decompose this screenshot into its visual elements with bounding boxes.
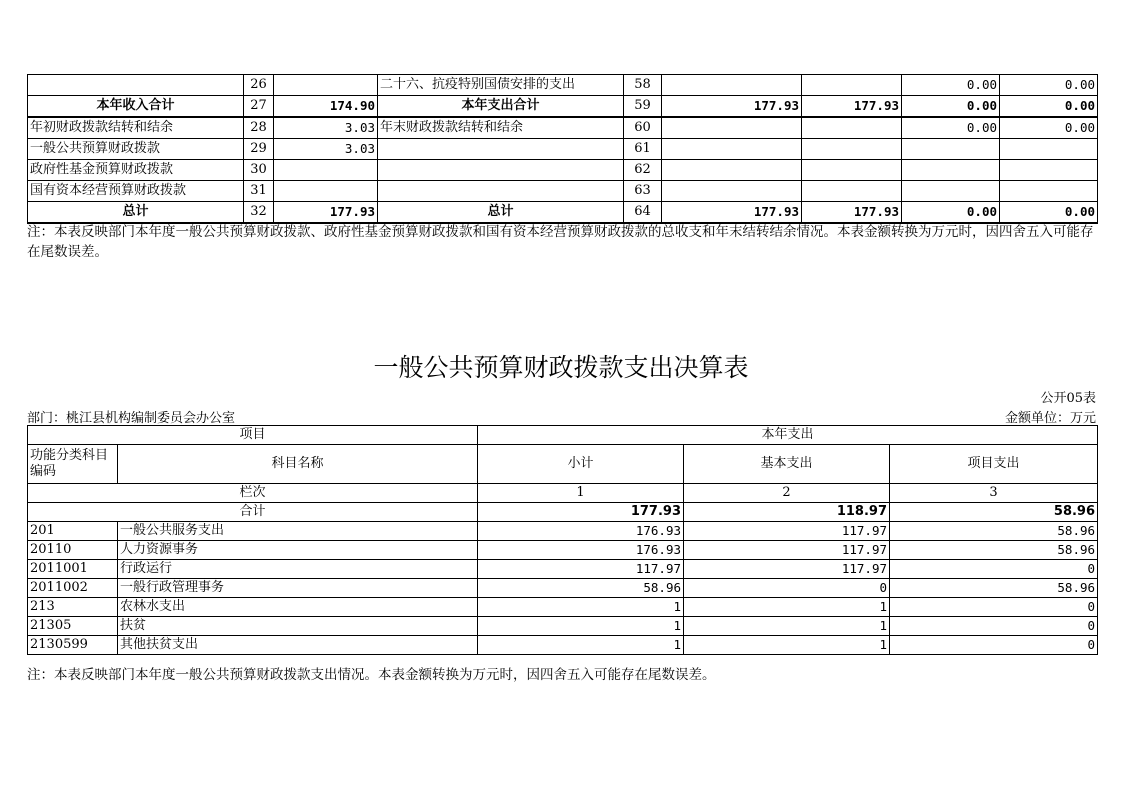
expense-general-budget <box>802 117 902 139</box>
expense-general-budget <box>802 160 902 181</box>
income-amount: 177.93 <box>274 202 378 224</box>
column-2: 2 <box>684 484 890 503</box>
subject-code: 201 <box>28 522 118 541</box>
subtotal-value: 176.93 <box>478 522 684 541</box>
expense-total <box>662 75 802 96</box>
header-subject-name: 科目名称 <box>118 445 478 484</box>
table2-note: 注：本表反映部门本年度一般公共预算财政拨款支出情况。本表金额转换为万元时，因四舍五入可能存在尾数误差。 <box>27 667 716 683</box>
project-value: 58.96 <box>890 522 1098 541</box>
expense-row-number: 59 <box>624 96 662 118</box>
expense-label: 二十六、抗疫特别国债安排的支出 <box>378 75 624 96</box>
expense-fund-budget: 0.00 <box>902 96 1000 118</box>
total-row <box>28 503 1098 522</box>
header-subtotal: 小计 <box>478 445 684 484</box>
income-amount <box>274 160 378 181</box>
income-amount <box>274 75 378 96</box>
expense-capital-budget <box>1000 160 1098 181</box>
row-label: 政府性基金预算财政拨款 <box>28 160 244 181</box>
basic-value: 1 <box>684 598 890 617</box>
summary-row <box>28 181 1098 202</box>
page-title: 一般公共预算财政拨款支出决算表 <box>373 353 749 382</box>
expense-total <box>662 181 802 202</box>
expense-capital-budget <box>1000 181 1098 202</box>
fiscal-summary-table <box>27 74 1098 224</box>
table-row <box>28 560 1098 579</box>
row-label: 一般公共预算财政拨款 <box>28 139 244 160</box>
summary-row <box>28 139 1098 160</box>
subject-name: 一般公共服务支出 <box>118 522 478 541</box>
subject-code: 213 <box>28 598 118 617</box>
row-label: 国有资本经营预算财政拨款 <box>28 181 244 202</box>
header-column-no: 栏次 <box>28 484 478 503</box>
subtotal-value: 1 <box>478 617 684 636</box>
amount-unit-label: 金额单位：万元 <box>1004 411 1096 426</box>
expense-row-number: 64 <box>624 202 662 224</box>
table-row <box>28 636 1098 655</box>
expense-capital-budget <box>1000 139 1098 160</box>
total-basic: 118.97 <box>684 503 890 522</box>
expense-label <box>378 160 624 181</box>
expense-total: 177.93 <box>662 96 802 118</box>
expense-fund-budget: 0.00 <box>902 75 1000 96</box>
expense-general-budget <box>802 75 902 96</box>
expense-total <box>662 139 802 160</box>
subtotal-value: 1 <box>478 598 684 617</box>
expense-label: 本年支出合计 <box>378 96 624 118</box>
expense-total <box>662 117 802 139</box>
expense-capital-budget: 0.00 <box>1000 202 1098 224</box>
header-project-exp: 项目支出 <box>890 445 1098 484</box>
basic-value: 117.97 <box>684 560 890 579</box>
summary-row <box>28 117 1098 139</box>
subject-name: 其他扶贫支出 <box>118 636 478 655</box>
project-value: 0 <box>890 636 1098 655</box>
expense-row-number: 61 <box>624 139 662 160</box>
expense-row-number: 58 <box>624 75 662 96</box>
expense-label: 年末财政拨款结转和结余 <box>378 117 624 139</box>
header-basic: 基本支出 <box>684 445 890 484</box>
project-value: 58.96 <box>890 541 1098 560</box>
summary-row <box>28 160 1098 181</box>
expense-fund-budget <box>902 160 1000 181</box>
expense-fund-budget <box>902 139 1000 160</box>
summary-row <box>28 75 1098 96</box>
subject-code: 21305 <box>28 617 118 636</box>
row-number: 29 <box>244 139 274 160</box>
expense-table <box>27 425 1098 655</box>
row-number: 26 <box>244 75 274 96</box>
table-row <box>28 522 1098 541</box>
table-row <box>28 617 1098 636</box>
project-value: 0 <box>890 617 1098 636</box>
total-project: 58.96 <box>890 503 1098 522</box>
table-row <box>28 598 1098 617</box>
expense-row-number: 62 <box>624 160 662 181</box>
income-amount: 174.90 <box>274 96 378 118</box>
expense-total <box>662 160 802 181</box>
expense-fund-budget <box>902 181 1000 202</box>
column-1: 1 <box>478 484 684 503</box>
expense-capital-budget: 0.00 <box>1000 75 1098 96</box>
row-number: 27 <box>244 96 274 118</box>
subject-name: 农林水支出 <box>118 598 478 617</box>
row-label: 总计 <box>28 202 244 224</box>
table1-note: 注：本表反映部门本年度一般公共预算财政拨款、政府性基金预算财政拨款和国有资本经营预算财政拨款的总收支和年末结转结余情况。本表金额转换为万元时，因四舍五入可能存在尾数误差。 <box>27 224 1094 260</box>
department-label: 部门：桃江县机构编制委员会办公室 <box>27 411 236 426</box>
subtotal-value: 1 <box>478 636 684 655</box>
header-project: 项目 <box>28 426 478 445</box>
summary-row <box>28 202 1098 224</box>
expense-fund-budget: 0.00 <box>902 202 1000 224</box>
project-value: 0 <box>890 560 1098 579</box>
row-label: 年初财政拨款结转和结余 <box>28 117 244 139</box>
expense-general-budget <box>802 181 902 202</box>
expense-label: 总计 <box>378 202 624 224</box>
expense-fund-budget: 0.00 <box>902 117 1000 139</box>
column-number-row <box>28 484 1098 503</box>
subject-code: 2130599 <box>28 636 118 655</box>
income-amount: 3.03 <box>274 139 378 160</box>
subject-name: 扶贫 <box>118 617 478 636</box>
total-label: 合计 <box>28 503 478 522</box>
subject-code: 2011001 <box>28 560 118 579</box>
subject-code: 20110 <box>28 541 118 560</box>
income-amount: 3.03 <box>274 117 378 139</box>
header-func-code: 功能分类科目编码 <box>28 445 118 484</box>
column-3: 3 <box>890 484 1098 503</box>
row-number: 32 <box>244 202 274 224</box>
expense-label <box>378 181 624 202</box>
table-row <box>28 579 1098 598</box>
expense-row-number: 60 <box>624 117 662 139</box>
basic-value: 1 <box>684 636 890 655</box>
row-number: 30 <box>244 160 274 181</box>
project-value: 58.96 <box>890 579 1098 598</box>
header-row-2 <box>28 445 1098 484</box>
subtotal-value: 117.97 <box>478 560 684 579</box>
header-current-expense: 本年支出 <box>478 426 1098 445</box>
table-row <box>28 541 1098 560</box>
project-value: 0 <box>890 598 1098 617</box>
subject-name: 一般行政管理事务 <box>118 579 478 598</box>
row-number: 31 <box>244 181 274 202</box>
basic-value: 1 <box>684 617 890 636</box>
total-subtotal: 177.93 <box>478 503 684 522</box>
expense-total: 177.93 <box>662 202 802 224</box>
subtotal-value: 176.93 <box>478 541 684 560</box>
row-number: 28 <box>244 117 274 139</box>
basic-value: 0 <box>684 579 890 598</box>
expense-general-budget <box>802 139 902 160</box>
subtotal-value: 58.96 <box>478 579 684 598</box>
expense-capital-budget: 0.00 <box>1000 117 1098 139</box>
summary-row <box>28 96 1098 118</box>
subject-name: 人力资源事务 <box>118 541 478 560</box>
header-row-1 <box>28 426 1098 445</box>
expense-general-budget: 177.93 <box>802 202 902 224</box>
expense-row-number: 63 <box>624 181 662 202</box>
row-label <box>28 75 244 96</box>
income-amount <box>274 181 378 202</box>
basic-value: 117.97 <box>684 541 890 560</box>
expense-capital-budget: 0.00 <box>1000 96 1098 118</box>
expense-label <box>378 139 624 160</box>
subject-code: 2011002 <box>28 579 118 598</box>
subject-name: 行政运行 <box>118 560 478 579</box>
table-code: 公开05表 <box>1040 391 1096 406</box>
row-label: 本年收入合计 <box>28 96 244 118</box>
basic-value: 117.97 <box>684 522 890 541</box>
expense-general-budget: 177.93 <box>802 96 902 118</box>
